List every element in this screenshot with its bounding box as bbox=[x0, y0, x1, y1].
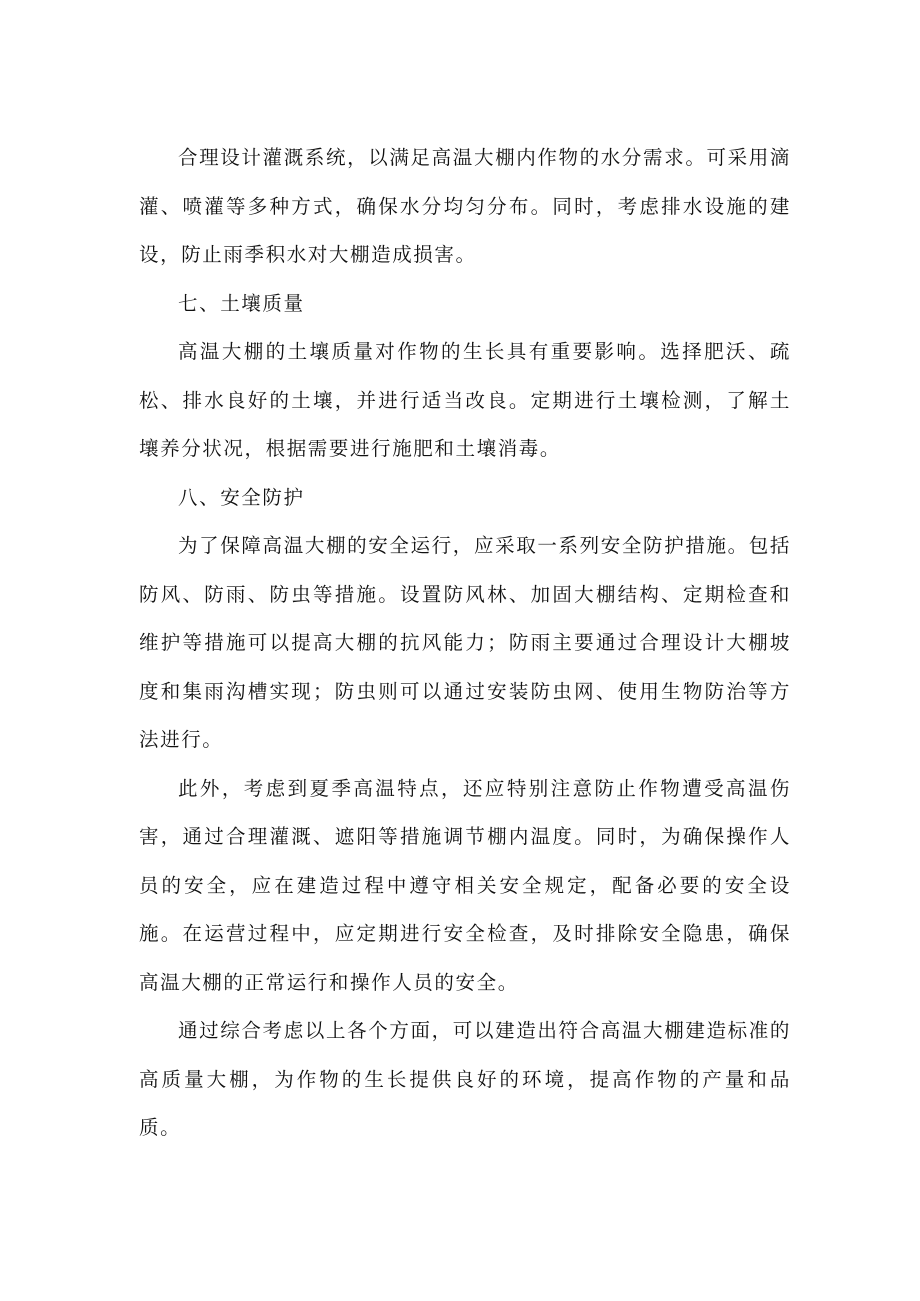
paragraph-summer-heat: 此外，考虑到夏季高温特点，还应特别注意防止作物遭受高温伤害，通过合理灌溉、遮阳等措施调节棚内温度。同时，为确保操作人员的安全，应在建造过程中遵守相关安全规定，配备必要的安全设施。在运营过程中，应定期进行安全检查，及时排除安全隐患，确保高温大棚的正常运行和操作人员的安全。 bbox=[139, 776, 791, 994]
paragraph-safety-measures: 为了保障高温大棚的安全运行，应采取一系列安全防护措施。包括防风、防雨、防虫等措施。设置防风林、加固大棚结构、定期检查和维护等措施可以提高大棚的抗风能力；防雨主要通过合理设计大棚坡度和集雨沟槽实现；防虫则可以通过安装防虫网、使用生物防治等方法进行。 bbox=[139, 534, 791, 751]
paragraph-soil-quality: 高温大棚的土壤质量对作物的生长具有重要影响。选择肥沃、疏松、排水良好的土壤，并进行适当改良。定期进行土壤检测，了解土壤养分状况，根据需要进行施肥和土壤消毒。 bbox=[139, 340, 791, 460]
section-heading-safety-protection: 八、安全防护 bbox=[178, 485, 305, 509]
paragraph-conclusion: 通过综合考虑以上各个方面，可以建造出符合高温大棚建造标准的高质量大棚，为作物的生长提供良好的环境，提高作物的产量和品质。 bbox=[139, 1019, 791, 1139]
section-heading-soil-quality: 七、土壤质量 bbox=[178, 291, 305, 315]
paragraph-irrigation: 合理设计灌溉系统，以满足高温大棚内作物的水分需求。可采用滴灌、喷灌等多种方式，确保水分均匀分布。同时，考虑排水设施的建设，防止雨季积水对大棚造成损害。 bbox=[139, 146, 791, 266]
document-body bbox=[139, 134, 791, 1153]
